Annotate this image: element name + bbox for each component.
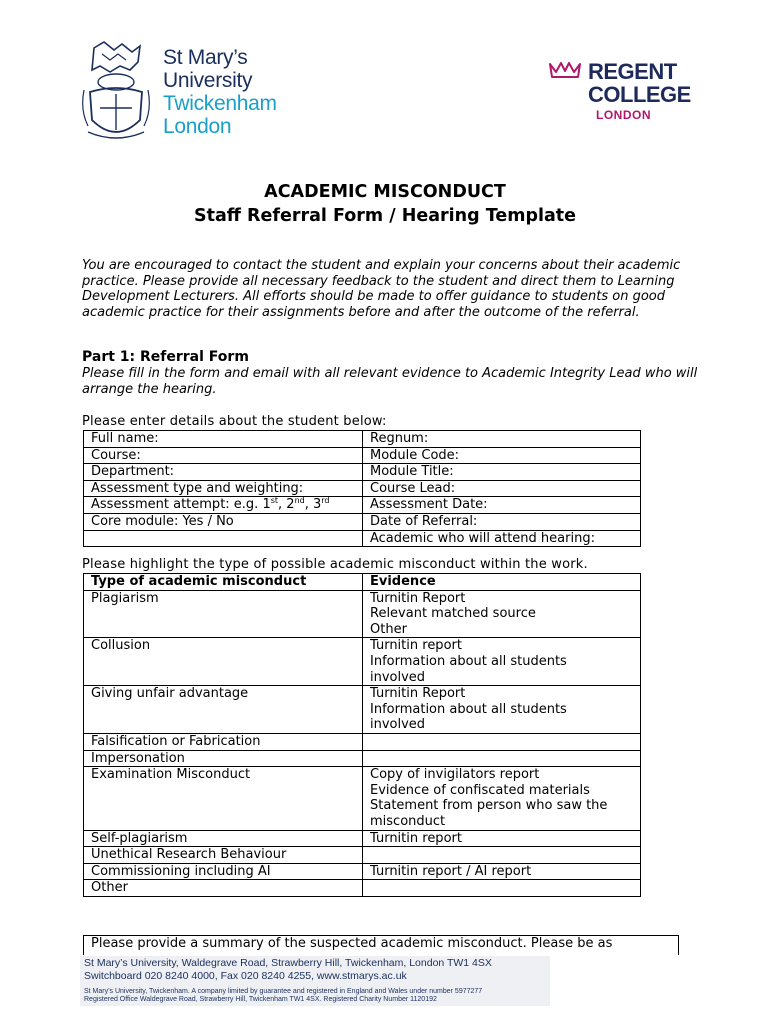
misconduct-evidence[interactable] <box>363 863 641 880</box>
evidence-item: Evidence of confiscated materials <box>370 782 590 798</box>
attempt-sup-1: st <box>270 496 279 506</box>
evidence-item: Turnitin report <box>370 638 462 654</box>
student-details-table <box>83 430 641 547</box>
student-details-lead: Please enter details about the student below: <box>82 414 387 429</box>
st-marys-wordmark <box>163 46 277 138</box>
regnum-field[interactable]: Regnum: <box>363 431 641 448</box>
table-row <box>84 431 641 448</box>
misconduct-evidence[interactable] <box>363 830 641 847</box>
evidence-item: Turnitin report / AI report <box>370 863 532 879</box>
table-row <box>84 480 641 497</box>
table-row <box>84 638 641 686</box>
smu-line-4: London <box>163 115 232 138</box>
table-row <box>84 464 641 481</box>
assessment-date-field[interactable]: Assessment Date: <box>363 497 641 514</box>
misconduct-evidence[interactable] <box>363 733 641 750</box>
table-row <box>84 767 641 830</box>
department-field[interactable]: Department: <box>84 464 363 481</box>
table-header-row <box>84 574 641 591</box>
type-column-header: Type of academic misconduct <box>84 574 363 591</box>
evidence-item: involved <box>370 669 426 685</box>
misconduct-type[interactable]: Examination Misconduct <box>84 767 363 830</box>
table-row <box>84 750 641 767</box>
full-name-field[interactable]: Full name: <box>84 431 363 448</box>
table-row <box>84 447 641 464</box>
evidence-item: involved <box>370 717 426 733</box>
misconduct-evidence[interactable] <box>363 686 641 734</box>
part1-note: Please fill in the form and email with all relevant evidence to Academic Integrity Lead who will arrange the hearing. <box>82 366 698 397</box>
table-row <box>84 847 641 864</box>
document-title: ACADEMIC MISCONDUCT <box>264 182 506 202</box>
misconduct-evidence[interactable] <box>363 767 641 830</box>
smu-line-2: University <box>163 69 253 92</box>
footer-legal-2: Registered Office Waldegrave Road, Strawberry Hill, Twickenham TW1 4SX. Registered Charity Number 1120192 <box>84 996 437 1003</box>
misconduct-type[interactable]: Collusion <box>84 638 363 686</box>
misconduct-evidence[interactable] <box>363 638 641 686</box>
st-marys-logo <box>80 40 300 150</box>
hearing-academic-field[interactable]: Academic who will attend hearing: <box>363 530 641 547</box>
module-title-field[interactable]: Module Title: <box>363 464 641 481</box>
module-code-field[interactable]: Module Code: <box>363 447 641 464</box>
attempt-sep-2: , 3 <box>304 497 322 513</box>
evidence-item: Other <box>370 621 407 637</box>
smu-line-1: St Mary’s <box>163 46 248 69</box>
footer-legal-1: St Mary’s University, Twickenham. A company limited by guarantee and registered in England and Wales under number 5977277 <box>84 988 483 995</box>
misconduct-type[interactable]: Giving unfair advantage <box>84 686 363 734</box>
misconduct-type[interactable]: Falsification or Fabrication <box>84 733 363 750</box>
table-row <box>84 733 641 750</box>
misconduct-type[interactable]: Plagiarism <box>84 590 363 638</box>
smu-line-3: Twickenham <box>163 92 277 115</box>
table-row <box>84 686 641 734</box>
table-row <box>84 513 641 530</box>
misconduct-evidence[interactable] <box>363 590 641 638</box>
table-row <box>84 530 641 547</box>
evidence-item: Copy of invigilators report <box>370 767 540 783</box>
university-crest-icon <box>80 40 152 146</box>
intro-paragraph: You are encouraged to contact the student and explain your concerns about their academic practice. Please provide all necessary feedback to the student and direct them to Learning Development Lecturers. All efforts should be made to offer guidance to students on good academic practice for their assignments before and after the outcome of the referral. <box>82 258 681 320</box>
misconduct-type[interactable]: Other <box>84 880 363 897</box>
regent-wordmark <box>588 60 691 106</box>
document-subtitle: Staff Referral Form / Hearing Template <box>193 206 577 226</box>
assessment-attempt-field[interactable] <box>84 497 363 514</box>
core-module-field[interactable]: Core module: Yes / No <box>84 513 363 530</box>
course-lead-field[interactable]: Course Lead: <box>363 480 641 497</box>
attempt-sup-3: rd <box>321 496 330 506</box>
evidence-item: Relevant matched source <box>370 606 536 622</box>
summary-prompt[interactable]: Please provide a summary of the suspected academic misconduct. Please be as <box>83 935 679 955</box>
misconduct-lead: Please highlight the type of possible academic misconduct within the work. <box>82 557 588 572</box>
misconduct-type[interactable]: Commissioning including AI <box>84 863 363 880</box>
footer-address: St Mary’s University, Waldegrave Road, Strawberry Hill, Twickenham, London TW1 4SX <box>84 957 492 969</box>
empty-cell[interactable] <box>84 530 363 547</box>
misconduct-type[interactable]: Impersonation <box>84 750 363 767</box>
attempt-sep-1: , 2 <box>278 497 295 513</box>
misconduct-evidence[interactable] <box>363 750 641 767</box>
regent-line-2: COLLEGE <box>588 82 691 107</box>
misconduct-type[interactable]: Self-plagiarism <box>84 830 363 847</box>
table-row <box>84 863 641 880</box>
date-of-referral-field[interactable]: Date of Referral: <box>363 513 641 530</box>
evidence-item: Information about all students <box>370 653 567 669</box>
regent-line-1: REGENT <box>588 59 677 84</box>
misconduct-type[interactable]: Unethical Research Behaviour <box>84 847 363 864</box>
regent-line-3: LONDON <box>596 108 651 122</box>
misconduct-evidence[interactable] <box>363 847 641 864</box>
assessment-type-field[interactable]: Assessment type and weighting: <box>84 480 363 497</box>
misconduct-evidence[interactable] <box>363 880 641 897</box>
table-row <box>84 830 641 847</box>
evidence-column-header: Evidence <box>363 574 641 591</box>
part1-heading: Part 1: Referral Form <box>82 349 249 365</box>
table-row <box>84 880 641 897</box>
attempt-sup-2: nd <box>294 496 305 506</box>
table-row <box>84 497 641 514</box>
footer-contact: Switchboard 020 8240 4000, Fax 020 8240 4255, www.stmarys.ac.uk <box>84 970 407 982</box>
table-row <box>84 590 641 638</box>
evidence-item: Turnitin report <box>370 830 462 846</box>
misconduct-table <box>83 573 641 897</box>
evidence-item: Turnitin Report <box>370 590 466 606</box>
evidence-item: misconduct <box>370 813 446 829</box>
crown-icon <box>548 60 582 80</box>
evidence-item: Turnitin Report <box>370 686 466 702</box>
page-footer <box>80 956 550 1006</box>
attempt-text: Assessment attempt: e.g. 1 <box>91 497 271 513</box>
course-field[interactable]: Course: <box>84 447 363 464</box>
evidence-item: Statement from person who saw the <box>370 798 608 814</box>
regent-college-logo <box>548 58 708 128</box>
evidence-item: Information about all students <box>370 701 567 717</box>
